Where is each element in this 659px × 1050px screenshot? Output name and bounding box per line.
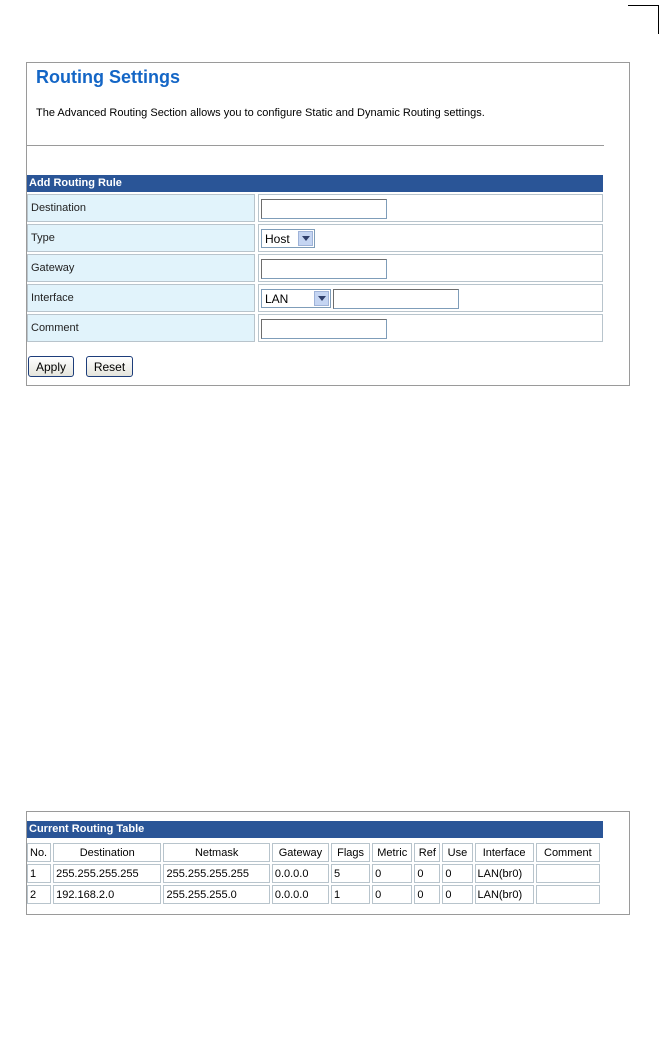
table-cell: [536, 864, 600, 883]
interface-select[interactable]: [261, 289, 331, 308]
type-row: [27, 224, 603, 252]
apply-button[interactable]: Apply: [28, 356, 74, 377]
type-cell: [258, 224, 603, 252]
table-cell: 0: [372, 864, 412, 883]
gateway-label: Gateway: [27, 254, 255, 282]
column-header: Flags: [331, 843, 370, 862]
dropdown-arrow-icon[interactable]: [314, 291, 329, 306]
table-cell: 0: [414, 885, 440, 904]
comment-row: [27, 314, 603, 342]
table-cell: 255.255.255.0: [163, 885, 269, 904]
interface-label: Interface: [27, 284, 255, 312]
destination-cell: [258, 194, 603, 222]
table-cell: 0: [414, 864, 440, 883]
type-label: Type: [27, 224, 255, 252]
column-header: Interface: [475, 843, 534, 862]
table-cell: 192.168.2.0: [53, 885, 161, 904]
type-selected-value: Host: [265, 231, 290, 246]
routing-settings-panel: [26, 62, 630, 386]
table-cell: 255.255.255.255: [163, 864, 269, 883]
gateway-cell: [258, 254, 603, 282]
routing-table: [25, 841, 602, 906]
table-row: [27, 864, 600, 883]
column-header: Use: [442, 843, 472, 862]
gateway-row: [27, 254, 603, 282]
table-cell: LAN(br0): [475, 885, 534, 904]
column-header: Ref: [414, 843, 440, 862]
routing-table-panel: [26, 811, 630, 915]
destination-input[interactable]: [261, 199, 387, 219]
table-cell: 0: [442, 864, 472, 883]
table-header-row: [27, 843, 600, 862]
comment-label: Comment: [27, 314, 255, 342]
type-select[interactable]: [261, 229, 315, 248]
destination-label: Destination: [27, 194, 255, 222]
interface-selected-value: LAN: [265, 291, 289, 306]
table-cell: 1: [27, 864, 51, 883]
add-routing-rule-form: [27, 194, 603, 344]
interface-custom-input[interactable]: [333, 289, 459, 309]
table-cell: 0.0.0.0: [272, 885, 329, 904]
table-cell: 0: [372, 885, 412, 904]
table-cell: [536, 885, 600, 904]
current-routing-table-header: Current Routing Table: [27, 821, 603, 838]
column-header: Comment: [536, 843, 600, 862]
table-cell: LAN(br0): [475, 864, 534, 883]
gateway-input[interactable]: [261, 259, 387, 279]
page-title: Routing Settings: [36, 67, 180, 87]
page-description: The Advanced Routing Section allows you to configure Static and Dynamic Routing settings.: [36, 107, 485, 119]
comment-input[interactable]: [261, 319, 387, 339]
page-corner-mark-horizontal: [628, 5, 659, 6]
divider: [27, 145, 604, 146]
table-cell: 0.0.0.0: [272, 864, 329, 883]
column-header: Netmask: [163, 843, 269, 862]
comment-cell: [258, 314, 603, 342]
column-header: No.: [27, 843, 51, 862]
column-header: Destination: [53, 843, 161, 862]
table-row: [27, 885, 600, 904]
interface-row: [27, 284, 603, 312]
table-cell: 255.255.255.255: [53, 864, 161, 883]
destination-row: [27, 194, 603, 222]
table-cell: 2: [27, 885, 51, 904]
column-header: Metric: [372, 843, 412, 862]
dropdown-arrow-icon[interactable]: [298, 231, 313, 246]
add-routing-rule-header: Add Routing Rule: [27, 175, 603, 192]
column-header: Gateway: [272, 843, 329, 862]
interface-cell: [258, 284, 603, 312]
table-cell: 0: [442, 885, 472, 904]
table-cell: 5: [331, 864, 370, 883]
table-cell: 1: [331, 885, 370, 904]
reset-button[interactable]: Reset: [86, 356, 133, 377]
